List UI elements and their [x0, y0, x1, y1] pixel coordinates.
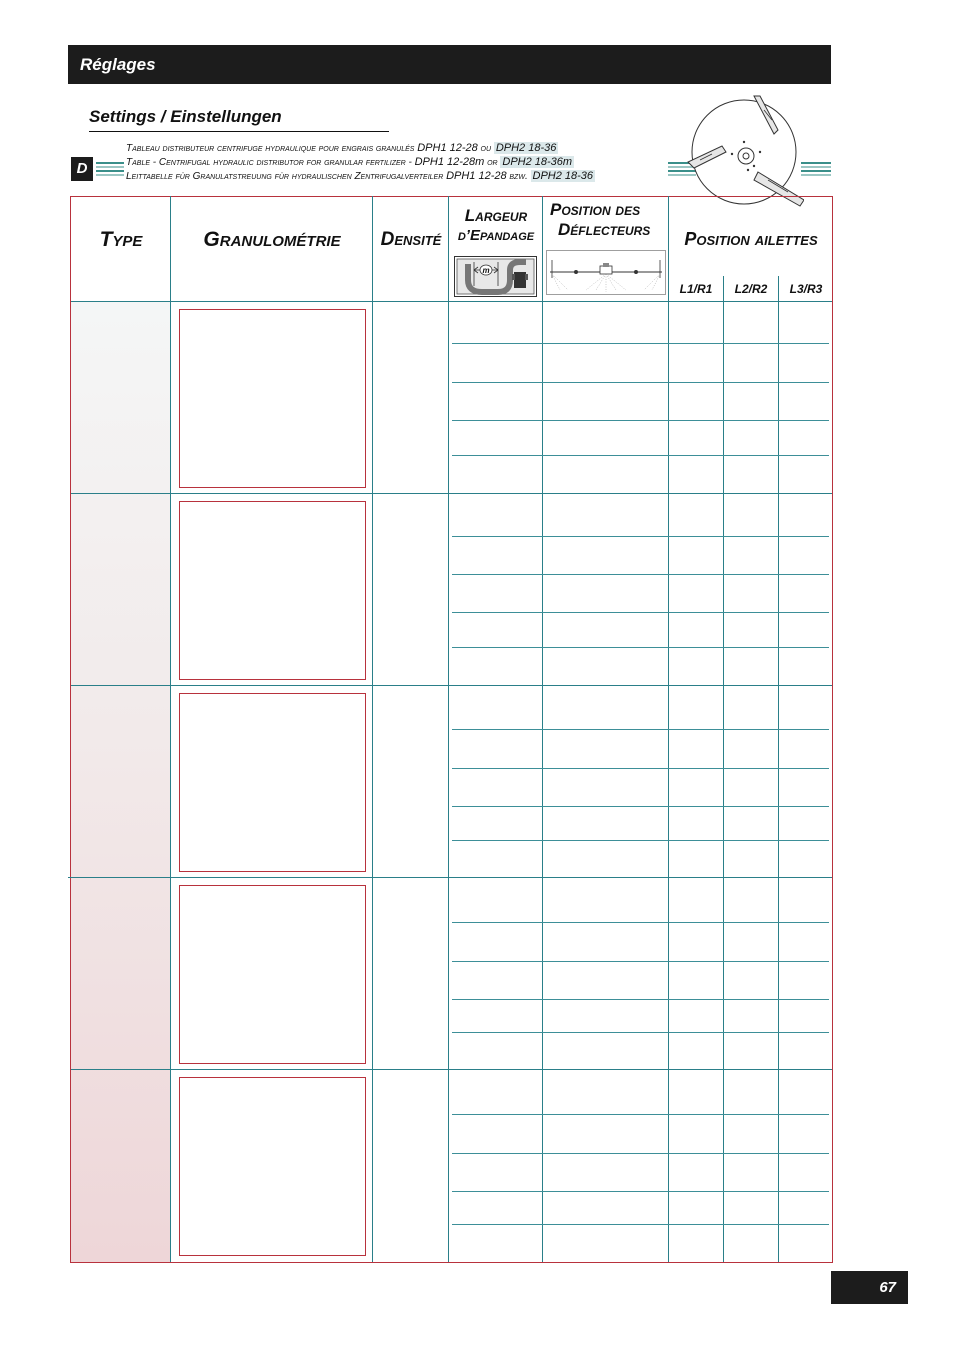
granulometrie-box [179, 885, 366, 1064]
group-divider [68, 877, 832, 878]
header-ailettes: Position ailettes [684, 229, 818, 249]
row-divider [452, 574, 829, 575]
col-divider-densite [448, 196, 449, 1262]
spreader-disc-icon [684, 92, 804, 212]
row-divider [452, 455, 829, 456]
page-subtitle: Settings / Einstellungen [89, 107, 389, 132]
row-divider [452, 1114, 829, 1115]
header-l3-r3: L3/R3 [789, 282, 823, 296]
row-divider [452, 922, 829, 923]
svg-text:m: m [482, 266, 490, 275]
row-divider [452, 1224, 829, 1225]
row-divider [452, 729, 829, 730]
language-badge: D [71, 157, 93, 181]
section-header [68, 45, 831, 84]
description-fr: Tableau distributeur centrifuge hydraulique pour engrais granulés DPH1 12-28 ou DPH2 18-36 [126, 142, 557, 154]
decorative-stripes-left [96, 162, 124, 176]
header-l1-r1: L1/R1 [679, 282, 713, 296]
col-divider-type [170, 196, 171, 1262]
row-divider [452, 768, 829, 769]
deflector-diagram-icon [546, 250, 666, 295]
row-divider [452, 840, 829, 841]
section-title: Réglages [80, 55, 156, 74]
description-de: Leittabelle für Granulatstreuung für hydraulischen Zentrifugalverteiler DPH1 12-28 bzw. DPH2 18-36 [126, 170, 594, 182]
header-granulometrie: Granulométrie [203, 228, 341, 251]
group-divider [71, 685, 832, 686]
group-divider [71, 493, 832, 494]
description-en: Table - Centrifugal hydraulic distributor for granular fertilizer - DPH1 12-28m or DPH2 18-36m [126, 156, 573, 168]
header-deflecteurs: Position des Déflecteurs [550, 200, 651, 239]
row-divider [452, 343, 829, 344]
spreading-width-icon [454, 256, 537, 297]
header-largeur: Largeur d’Epandage [457, 206, 535, 244]
row-divider [452, 1191, 829, 1192]
header-divider [71, 301, 832, 302]
row-divider [452, 612, 829, 613]
decorative-stripes-right [801, 162, 831, 176]
row-divider [452, 806, 829, 807]
row-divider [452, 647, 829, 648]
granulometrie-box [179, 309, 366, 488]
row-divider [452, 999, 829, 1000]
table-description [126, 141, 671, 183]
row-divider [452, 1153, 829, 1154]
row-divider [452, 420, 829, 421]
page-number: 67 [831, 1271, 908, 1304]
granulometrie-box [179, 1077, 366, 1256]
header-l2-r2: L2/R2 [734, 282, 768, 296]
type-column-background [71, 302, 170, 1262]
row-divider [452, 961, 829, 962]
granulometrie-box [179, 693, 366, 872]
header-type: Type [99, 228, 143, 251]
col-divider-gran [372, 196, 373, 1262]
group-divider [71, 1069, 832, 1070]
row-divider [452, 1032, 829, 1033]
row-divider [452, 536, 829, 537]
row-divider [452, 382, 829, 383]
granulometrie-box [179, 501, 366, 680]
header-densite: Densité [380, 229, 442, 250]
